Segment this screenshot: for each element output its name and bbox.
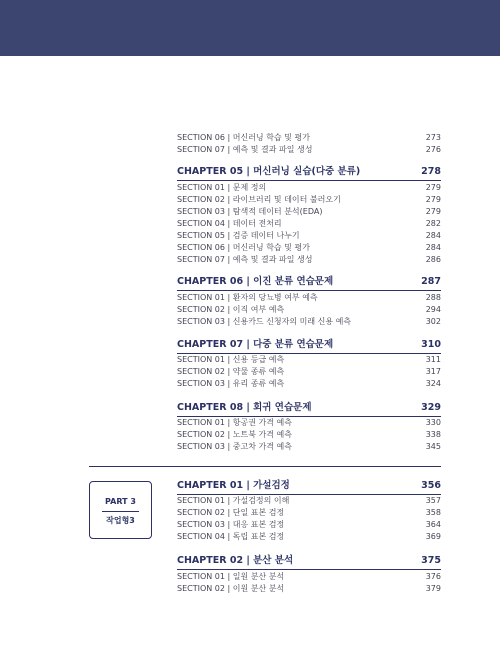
toc-chapter[interactable] xyxy=(177,479,441,493)
toc-chapter[interactable] xyxy=(177,165,441,179)
toc-section-title: SECTION 03 | 신용카드 신청자의 미래 신용 예측 xyxy=(177,317,352,326)
toc-section-title: SECTION 01 | 가설검정의 이해 xyxy=(177,496,290,505)
toc-page-number: 357 xyxy=(425,496,441,505)
toc-page-number: 338 xyxy=(425,430,441,439)
toc-section-title: SECTION 03 | 대응 표본 검정 xyxy=(177,520,285,529)
toc-page-number: 279 xyxy=(425,183,441,192)
toc-page-number: 375 xyxy=(421,555,441,566)
toc-section-title: SECTION 06 | 머신러닝 학습 및 평가 xyxy=(177,243,310,252)
toc-section-title: SECTION 03 | 유리 종류 예측 xyxy=(177,379,285,388)
toc-page-number: 294 xyxy=(425,305,441,314)
part-box-divider xyxy=(102,511,139,512)
toc-section[interactable] xyxy=(177,571,441,583)
toc-page-number: 376 xyxy=(425,572,441,581)
toc-section-title: SECTION 01 | 항공권 가격 예측 xyxy=(177,418,292,427)
toc-page-number: 311 xyxy=(425,355,441,364)
toc-section-title: SECTION 01 | 문제 정의 xyxy=(177,183,267,192)
toc-section[interactable] xyxy=(177,507,441,519)
toc-section-title: SECTION 02 | 이직 여부 예측 xyxy=(177,305,285,314)
toc-section[interactable] xyxy=(177,194,441,206)
toc-page-number: 369 xyxy=(425,532,441,541)
toc-section-title: SECTION 02 | 라이브러리 및 데이터 불러오기 xyxy=(177,195,341,204)
header-band xyxy=(0,0,500,56)
toc-section-title: SECTION 07 | 예측 및 결과 파일 생성 xyxy=(177,145,313,154)
toc-section[interactable] xyxy=(177,230,441,242)
toc-section[interactable] xyxy=(177,354,441,366)
toc-page-number: 279 xyxy=(425,207,441,216)
toc-chapter[interactable] xyxy=(177,275,441,289)
toc-page-number: 273 xyxy=(425,133,441,142)
toc-page-number: 364 xyxy=(425,520,441,529)
toc-page-number: 276 xyxy=(425,145,441,154)
toc-section-title: SECTION 02 | 단일 표본 검정 xyxy=(177,508,285,517)
toc-section-title: SECTION 02 | 약물 종류 예측 xyxy=(177,367,285,376)
toc-page-number: 310 xyxy=(421,339,441,350)
toc-section[interactable] xyxy=(177,495,441,507)
toc-page-number: 345 xyxy=(425,442,441,451)
toc-section[interactable] xyxy=(177,254,441,266)
toc-section[interactable] xyxy=(177,316,441,328)
toc-page-number: 317 xyxy=(425,367,441,376)
toc-section[interactable] xyxy=(177,417,441,429)
part-divider xyxy=(89,466,441,467)
toc-page-number: 330 xyxy=(425,418,441,427)
toc-section[interactable] xyxy=(177,441,441,453)
toc-section[interactable] xyxy=(177,366,441,378)
toc-section[interactable] xyxy=(177,182,441,194)
toc-page-number: 324 xyxy=(425,379,441,388)
toc-chapter-title: CHAPTER 06 | 이진 분류 연습문제 xyxy=(177,276,334,287)
toc-chapter[interactable] xyxy=(177,338,441,352)
toc-page-number: 356 xyxy=(421,480,441,491)
toc-section[interactable] xyxy=(177,206,441,218)
toc-page-number: 279 xyxy=(425,195,441,204)
toc-section-title: SECTION 04 | 데이터 전처리 xyxy=(177,219,282,228)
chapter-rule xyxy=(177,290,441,291)
part-label-box xyxy=(89,481,152,539)
toc-page-number: 379 xyxy=(425,584,441,593)
toc-page-number: 288 xyxy=(425,293,441,302)
toc-section-title: SECTION 05 | 검증 데이터 나누기 xyxy=(177,231,300,240)
toc-chapter-title: CHAPTER 08 | 회귀 연습문제 xyxy=(177,402,312,413)
toc-page-number: 286 xyxy=(425,255,441,264)
toc-page-number: 284 xyxy=(425,231,441,240)
toc-section-title: SECTION 03 | 탐색적 데이터 분석(EDA) xyxy=(177,207,323,216)
toc-section-title: SECTION 02 | 노트북 가격 예측 xyxy=(177,430,292,439)
toc-section[interactable] xyxy=(177,583,441,595)
toc-section-title: SECTION 04 | 독립 표본 검정 xyxy=(177,532,285,541)
toc-section-title: SECTION 03 | 중고차 가격 예측 xyxy=(177,442,292,451)
toc-section-title: SECTION 07 | 예측 및 결과 파일 생성 xyxy=(177,255,313,264)
toc-section[interactable] xyxy=(177,378,441,390)
toc-chapter[interactable] xyxy=(177,401,441,415)
toc-section-title: SECTION 01 | 환자의 당뇨병 여부 예측 xyxy=(177,293,318,302)
toc-section-title: SECTION 06 | 머신러닝 학습 및 평가 xyxy=(177,133,310,142)
toc-chapter-title: CHAPTER 01 | 가설검정 xyxy=(177,480,290,491)
part-number: PART 3 xyxy=(105,497,136,506)
toc-page-number: 302 xyxy=(425,317,441,326)
toc-section[interactable] xyxy=(177,132,441,144)
toc-chapter-title: CHAPTER 07 | 다중 분류 연습문제 xyxy=(177,339,334,350)
toc-page-number: 278 xyxy=(421,166,441,177)
toc-page-number: 358 xyxy=(425,508,441,517)
part-name: 작업형3 xyxy=(106,516,135,525)
toc-section-title: SECTION 01 | 일원 분산 분석 xyxy=(177,572,285,581)
toc-chapter-title: CHAPTER 02 | 분산 분석 xyxy=(177,555,294,566)
toc-section-title: SECTION 02 | 이원 분산 분석 xyxy=(177,584,285,593)
toc-section[interactable] xyxy=(177,304,441,316)
toc-section[interactable] xyxy=(177,531,441,543)
toc-page-number: 284 xyxy=(425,243,441,252)
toc-section[interactable] xyxy=(177,242,441,254)
chapter-rule xyxy=(177,180,441,181)
toc-section[interactable] xyxy=(177,519,441,531)
toc-chapter-title: CHAPTER 05 | 머신러닝 실습(다중 분류) xyxy=(177,166,361,177)
toc-page-number: 282 xyxy=(425,219,441,228)
toc-section[interactable] xyxy=(177,218,441,230)
chapter-rule xyxy=(177,569,441,570)
toc-page-number: 329 xyxy=(421,402,441,413)
toc-section-title: SECTION 01 | 신용 등급 예측 xyxy=(177,355,285,364)
toc-section[interactable] xyxy=(177,144,441,156)
toc-page-number: 287 xyxy=(421,276,441,287)
toc-section[interactable] xyxy=(177,292,441,304)
toc-section[interactable] xyxy=(177,429,441,441)
toc-chapter[interactable] xyxy=(177,554,441,568)
